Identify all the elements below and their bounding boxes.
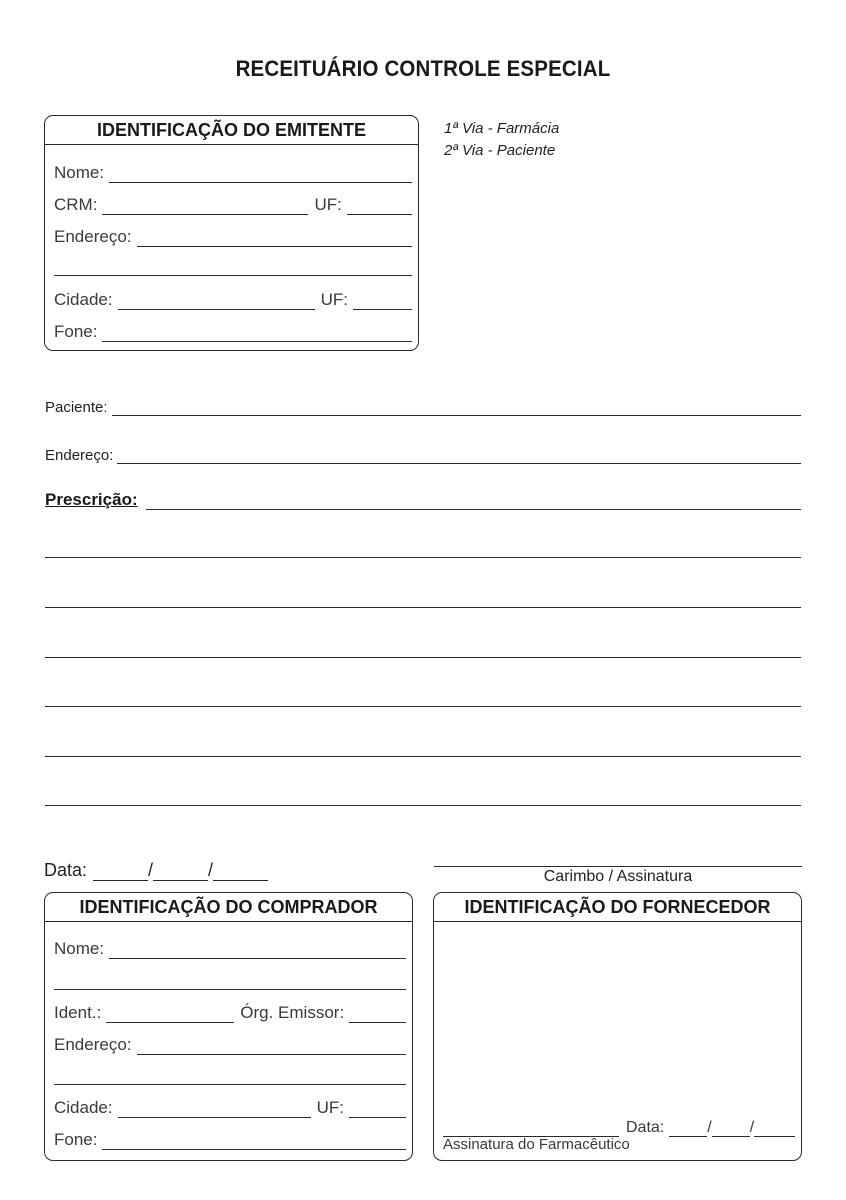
emitente-nome-line[interactable] (109, 165, 412, 183)
fornecedor-header: IDENTIFICAÇÃO DO FORNECEDOR (434, 893, 801, 922)
emitente-uf-label: UF: (314, 195, 342, 214)
data-day-line[interactable] (93, 863, 148, 881)
prescricao-line-6[interactable] (45, 756, 801, 757)
emitente-cidade-line[interactable] (118, 292, 315, 310)
comprador-endereco-line[interactable] (137, 1037, 407, 1055)
comprador-cidade-label: Cidade: (54, 1098, 113, 1117)
emitente-endereco-line-2[interactable] (54, 275, 412, 276)
vias-list (444, 118, 559, 162)
emitente-crm-label: CRM: (54, 195, 98, 214)
comprador-nome-line[interactable] (109, 941, 406, 959)
emitente-cidade-label: Cidade: (54, 290, 113, 309)
comprador-endereco-label: Endereço: (54, 1035, 132, 1054)
prescricao-label: Prescrição: (45, 490, 138, 509)
comprador-endereco-line-2[interactable] (54, 1084, 406, 1085)
prescricao-field[interactable] (45, 488, 801, 510)
emitente-uf-line[interactable] (347, 197, 412, 215)
prescricao-line-2[interactable] (45, 557, 801, 558)
carimbo-line[interactable] (434, 866, 802, 867)
comprador-ident-label: Ident.: (54, 1003, 102, 1022)
comprador-fone-label: Fone: (54, 1130, 98, 1149)
fornecedor-assinatura-data-row[interactable] (443, 1117, 795, 1137)
prescricao-line-7[interactable] (45, 805, 801, 806)
emitente-header: IDENTIFICAÇÃO DO EMITENTE (45, 116, 418, 145)
paciente-field[interactable] (45, 394, 801, 416)
data-field[interactable] (44, 857, 268, 881)
emitente-box (44, 115, 419, 351)
fornecedor-sep-1: / (707, 1119, 712, 1136)
prescricao-line-5[interactable] (45, 706, 801, 707)
prescricao-line-4[interactable] (45, 657, 801, 658)
emitente-fone-field[interactable] (54, 320, 412, 342)
fornecedor-data-label: Data: (626, 1119, 665, 1136)
fornecedor-day-line[interactable] (669, 1121, 707, 1137)
fornecedor-box (433, 892, 802, 1161)
emitente-crm-field[interactable] (54, 193, 412, 215)
fornecedor-assinatura-label: Assinatura do Farmacêutico (443, 1136, 630, 1153)
emitente-uf2-label: UF: (320, 290, 348, 309)
via-2: 2ª Via - Paciente (444, 142, 556, 159)
comprador-endereco-field[interactable] (54, 1033, 406, 1055)
comprador-orgao-label: Órg. Emissor: (240, 1003, 345, 1022)
emitente-crm-line[interactable] (102, 197, 308, 215)
comprador-fone-line[interactable] (102, 1132, 406, 1150)
comprador-uf-label: UF: (316, 1098, 344, 1117)
data-year-line[interactable] (213, 863, 268, 881)
emitente-endereco-line[interactable] (137, 229, 413, 247)
paciente-endereco-label: Endereço: (45, 447, 114, 464)
emitente-nome-field[interactable] (54, 161, 412, 183)
comprador-header: IDENTIFICAÇÃO DO COMPRADOR (45, 893, 412, 922)
paciente-label: Paciente: (45, 399, 108, 416)
fornecedor-assinatura-line[interactable] (443, 1121, 619, 1137)
paciente-endereco-field[interactable] (45, 442, 801, 464)
comprador-nome-label: Nome: (54, 939, 105, 958)
prescricao-line-3[interactable] (45, 607, 801, 608)
comprador-cidade-field[interactable] (54, 1096, 406, 1118)
emitente-endereco-field[interactable] (54, 225, 412, 247)
carimbo-label: Carimbo / Assinatura (543, 868, 693, 885)
paciente-endereco-line[interactable] (117, 448, 801, 464)
paciente-line[interactable] (112, 400, 801, 416)
emitente-endereco-label: Endereço: (54, 227, 132, 246)
data-sep-2: / (208, 860, 214, 880)
comprador-ident-line[interactable] (106, 1005, 234, 1023)
fornecedor-sep-2: / (749, 1119, 755, 1136)
page-title: RECEITUÁRIO CONTROLE ESPECIAL (235, 56, 611, 81)
comprador-nome-field[interactable] (54, 937, 406, 959)
data-month-line[interactable] (153, 863, 208, 881)
comprador-cidade-line[interactable] (118, 1100, 311, 1118)
fornecedor-year-line[interactable] (754, 1121, 795, 1137)
emitente-cidade-field[interactable] (54, 288, 412, 310)
emitente-fone-line[interactable] (102, 324, 412, 342)
emitente-nome-label: Nome: (54, 163, 105, 182)
fornecedor-month-line[interactable] (712, 1121, 750, 1137)
prescricao-line[interactable] (146, 492, 801, 510)
data-label: Data: (44, 860, 88, 880)
comprador-uf-line[interactable] (349, 1100, 406, 1118)
comprador-fone-field[interactable] (54, 1128, 406, 1150)
data-sep-1: / (148, 860, 154, 880)
comprador-nome-line-2[interactable] (54, 989, 406, 990)
comprador-orgao-line[interactable] (349, 1005, 406, 1023)
comprador-box (44, 892, 413, 1161)
via-1: 1ª Via - Farmácia (444, 120, 560, 137)
comprador-ident-field[interactable] (54, 1001, 406, 1023)
emitente-fone-label: Fone: (54, 322, 98, 341)
emitente-uf2-line[interactable] (353, 292, 412, 310)
